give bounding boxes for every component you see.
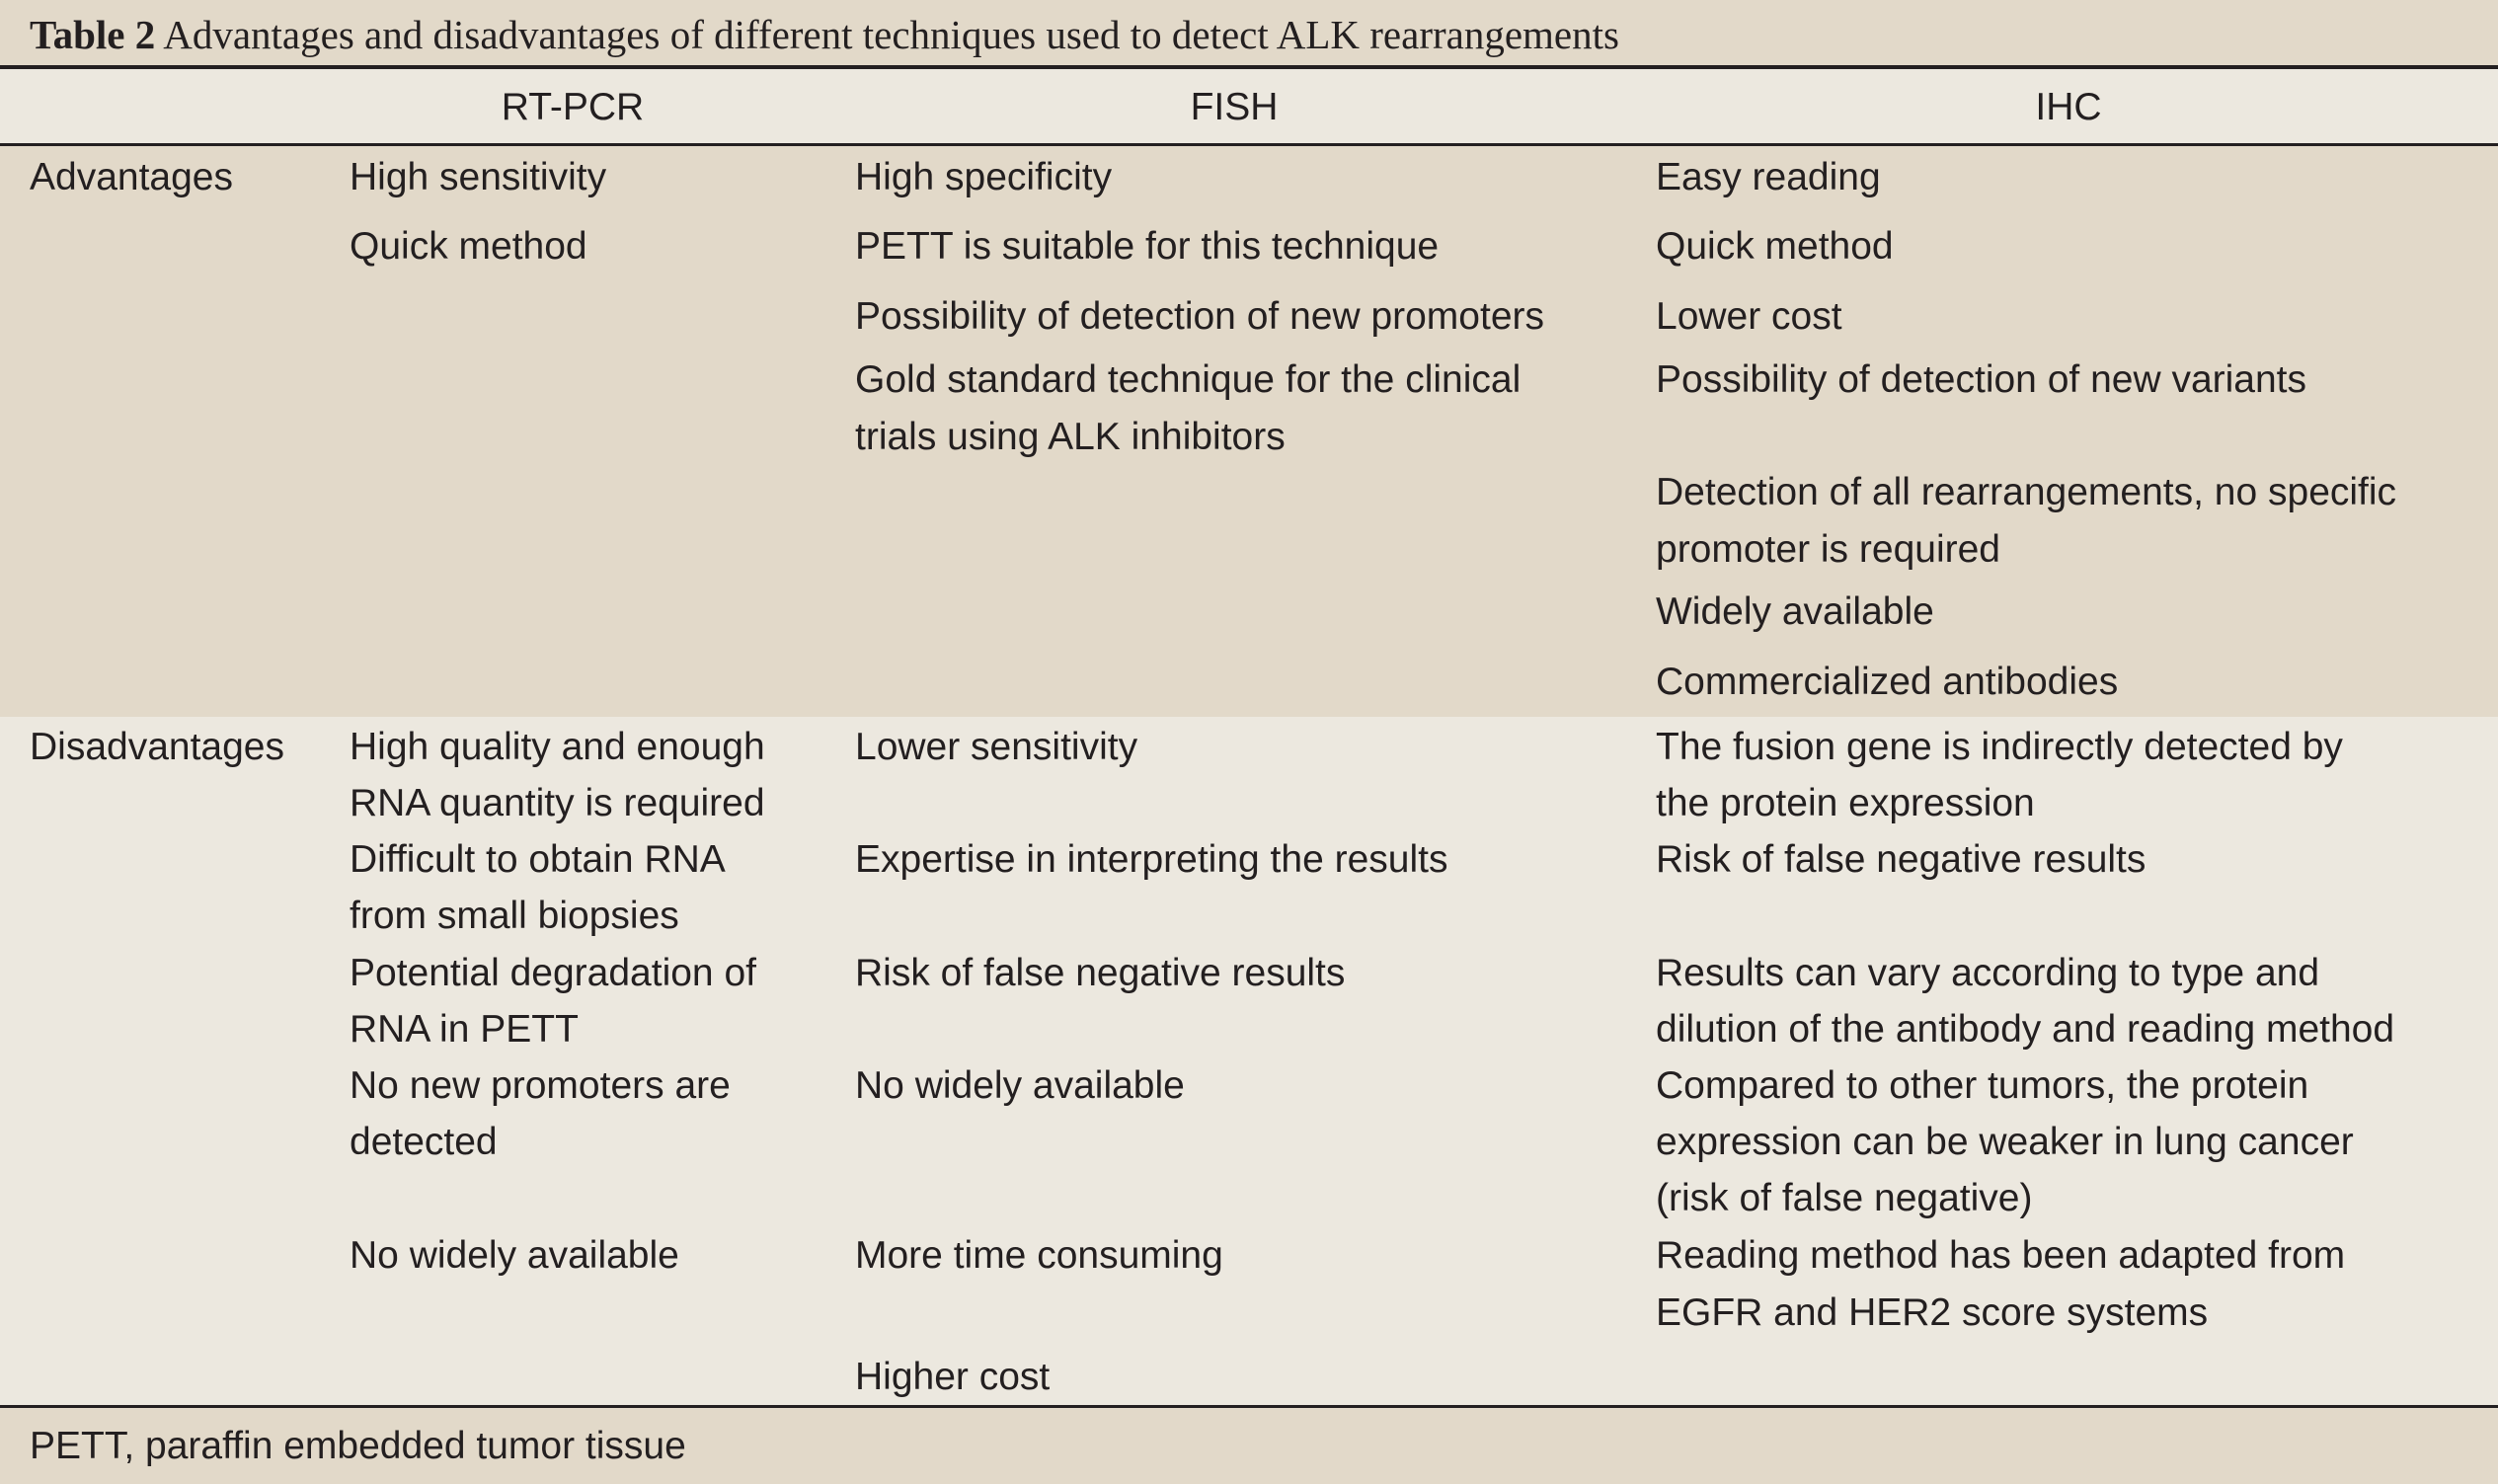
adv-fish-item: Possibility of detection of new promoters	[855, 295, 1545, 338]
dis-rtpcr-item: RNA quantity is required	[350, 782, 765, 824]
dis-fish-item: Higher cost	[855, 1356, 1051, 1398]
dis-ihc-item: Results can vary according to type and	[1656, 952, 2320, 994]
adv-ihc-item: Easy reading	[1656, 156, 1881, 198]
dis-ihc-item: expression can be weaker in lung cancer	[1656, 1121, 2354, 1163]
dis-fish-item: Expertise in interpreting the results	[855, 838, 1448, 881]
row-label-advantages: Advantages	[30, 156, 233, 198]
adv-ihc-item: Widely available	[1656, 590, 1934, 633]
dis-rtpcr-item: No widely available	[350, 1234, 679, 1277]
dis-rtpcr-item: Potential degradation of	[350, 952, 756, 994]
adv-rtpcr-item: Quick method	[350, 225, 587, 268]
row-label-disadvantages: Disadvantages	[30, 726, 284, 768]
dis-ihc-item: The fusion gene is indirectly detected by	[1656, 726, 2343, 768]
dis-rtpcr-item: High quality and enough	[350, 726, 765, 768]
adv-ihc-item: promoter is required	[1656, 528, 2000, 571]
adv-fish-item: PETT is suitable for this technique	[855, 225, 1440, 268]
adv-fish-item: High specificity	[855, 156, 1113, 198]
adv-ihc-item: Detection of all rearrangements, no specific	[1656, 471, 2397, 513]
dis-ihc-item: Risk of false negative results	[1656, 838, 2147, 881]
table-caption	[0, 0, 2498, 69]
dis-ihc-item: the protein expression	[1656, 782, 2035, 824]
disadvantages-row	[0, 717, 2498, 1408]
advantages-row	[0, 146, 2498, 717]
dis-fish-item: No widely available	[855, 1064, 1185, 1107]
adv-ihc-item: Commercialized antibodies	[1656, 661, 2119, 703]
table-header-row	[0, 69, 2498, 146]
dis-ihc-item: EGFR and HER2 score systems	[1656, 1291, 2209, 1334]
dis-rtpcr-item: Difficult to obtain RNA	[350, 838, 726, 881]
dis-rtpcr-item: No new promoters are	[350, 1064, 731, 1107]
dis-fish-item: Risk of false negative results	[855, 952, 1346, 994]
adv-ihc-item: Quick method	[1656, 225, 1894, 268]
adv-ihc-item: Possibility of detection of new variants	[1656, 358, 2307, 401]
dis-fish-item: More time consuming	[855, 1234, 1223, 1277]
dis-fish-item: Lower sensitivity	[855, 726, 1138, 768]
adv-ihc-item: Lower cost	[1656, 295, 1842, 338]
table-label: Table 2	[30, 12, 156, 57]
dis-ihc-item: Reading method has been adapted from	[1656, 1234, 2346, 1277]
dis-rtpcr-item: from small biopsies	[350, 895, 679, 937]
adv-fish-item: trials using ALK inhibitors	[855, 416, 1286, 458]
column-header-ihc: IHC	[2035, 86, 2102, 128]
dis-ihc-item: dilution of the antibody and reading method	[1656, 1008, 2395, 1051]
dis-ihc-item: (risk of false negative)	[1656, 1177, 2033, 1219]
column-header-fish: FISH	[1190, 86, 1279, 128]
table-footnote: PETT, paraffin embedded tumor tissue	[0, 1408, 2498, 1484]
table-title: Advantages and disadvantages of different techniques used to detect ALK rearrangements	[163, 12, 1619, 57]
adv-rtpcr-item: High sensitivity	[350, 156, 607, 198]
dis-rtpcr-item: RNA in PETT	[350, 1008, 579, 1051]
adv-fish-item: Gold standard technique for the clinical	[855, 358, 1522, 401]
column-header-rtpcr: RT-PCR	[501, 86, 645, 128]
dis-rtpcr-item: detected	[350, 1121, 498, 1163]
dis-ihc-item: Compared to other tumors, the protein	[1656, 1064, 2309, 1107]
